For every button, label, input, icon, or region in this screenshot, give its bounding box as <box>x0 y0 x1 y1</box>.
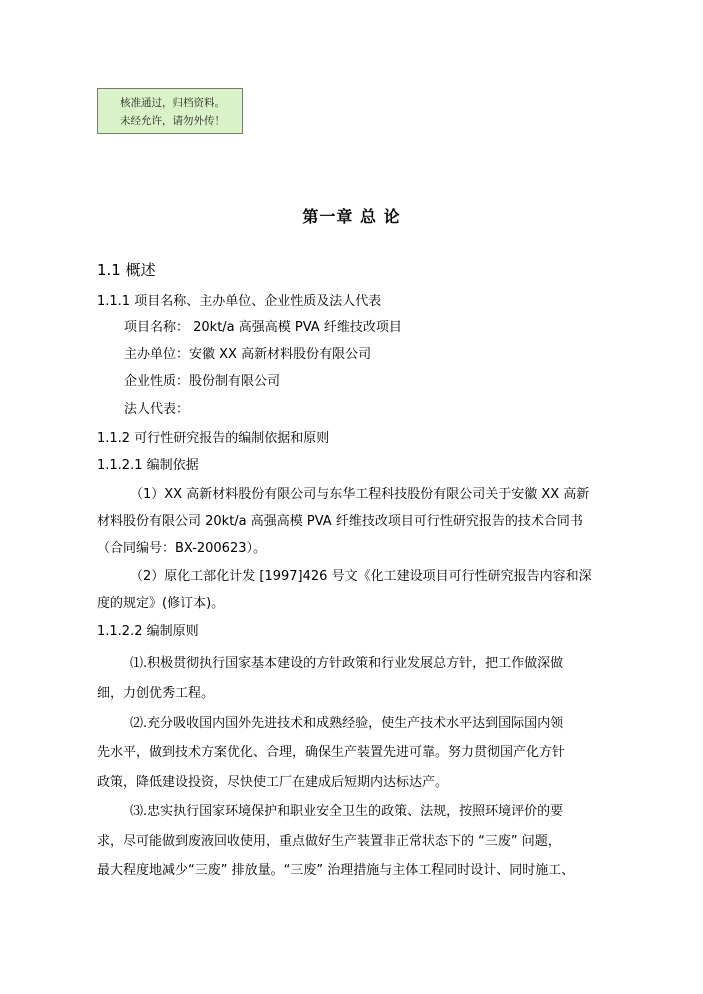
enterprise-type-line: 企业性质：股份制有限公司 <box>124 374 281 389</box>
principle-2-line-3: 政策，降低建设投资，尽快使工厂在建成后短期内达标达产。 <box>97 775 449 790</box>
principle-3-line-1: ⑶.忠实执行国家环境保护和职业安全卫生的政策、法规，按照环境评价的要 <box>130 804 564 819</box>
section-heading-1-1: 1.1 概述 <box>97 261 156 279</box>
internal-notice-stamp <box>97 88 243 134</box>
section-heading-1-1-2-2: 1.1.2.2 编制原则 <box>97 624 199 639</box>
section-heading-1-1-2-1: 1.1.2.1 编制依据 <box>97 458 199 473</box>
principle-3-line-2: 求，尽可能做到废液回收使用，重点做好生产装置非正常状态下的 “三废” 问题， <box>97 834 561 849</box>
basis-2-line-1: （2）原化工部化计发 [1997]426 号文《化工建设项目可行性研究报告内容和深 <box>130 569 592 584</box>
basis-1-line-2: 材料股份有限公司 20kt/a 高强高模 PVA 纤维技改项目可行性研究报告的技术合同书 <box>97 514 583 529</box>
basis-1-line-1: （1）XX 高新材料股份有限公司与东华工程科技股份有限公司关于安徽 XX 高新 <box>130 487 590 502</box>
principle-2-line-1: ⑵.充分吸收国内国外先进技术和成熟经验，使生产技术水平达到国际国内领 <box>130 716 564 731</box>
sponsor-line: 主办单位：安徽 XX 高新材料股份有限公司 <box>124 347 372 362</box>
principle-2-line-2: 先水平，做到技术方案优化、合理，确保生产装置先进可靠。努力贯彻国产化方针 <box>97 745 566 760</box>
section-heading-1-1-2: 1.1.2 可行性研究报告的编制依据和原则 <box>97 431 330 446</box>
principle-1-line-2: 细，力创优秀工程。 <box>97 686 215 701</box>
principle-3-line-3: 最大程度地减少“三废” 排放量。“三废” 治理措施与主体工程同时设计、同时施工、 <box>97 863 575 878</box>
basis-2-line-2: 度的规定》(修订本)。 <box>97 596 225 611</box>
legal-rep-line: 法人代表： <box>124 402 190 417</box>
notice-line-2: 未经允许，请勿外传！ <box>120 115 225 127</box>
principle-1-line-1: ⑴.积极贯彻执行国家基本建设的方针政策和行业发展总方针，把工作做深做 <box>130 656 564 671</box>
basis-1-line-3: （合同编号：BX-200623）。 <box>97 541 266 556</box>
section-heading-1-1-1: 1.1.1 项目名称、主办单位、企业性质及法人代表 <box>97 294 382 309</box>
project-name-line: 项目名称： 20kt/a 高强高模 PVA 纤维技改项目 <box>124 320 402 335</box>
notice-line-1: 核准通过，归档资料。 <box>120 97 225 109</box>
chapter-title: 第一章 总 论 <box>302 207 401 226</box>
